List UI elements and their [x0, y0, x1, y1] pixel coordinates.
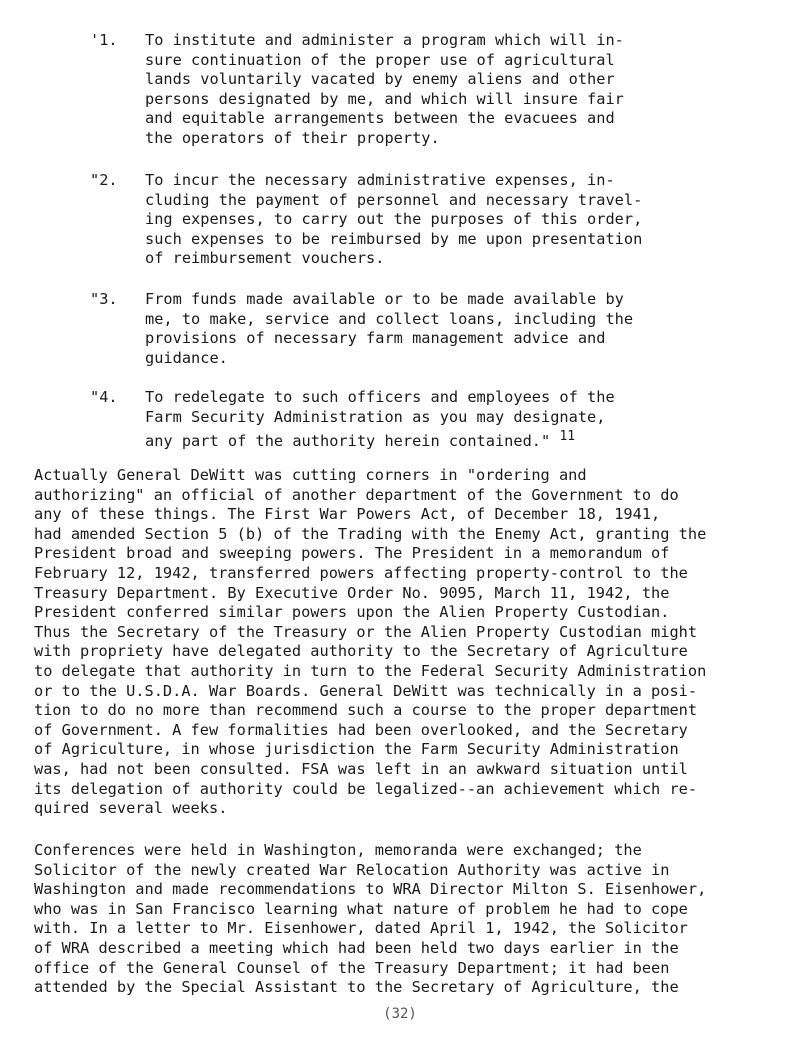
item-text: To redelegate to such officers and employees of the Farm Security Administration as you may designate, any part of the authority herein contained."	[145, 388, 615, 451]
numbered-item-1	[90, 31, 710, 149]
body-paragraph-1: Actually General DeWitt was cutting corners in "ordering and authorizing" an official of another department of the Government to do any of these things. The First War Powers Act, of December 18, 1941, had amended Section 5 (b) of the Trading with the Enemy Act, granting the President broad and sweeping powers. The President in a memorandum of February 12, 1942, transferred powers affecting property-control to the Treasury Department. By Executive Order No. 9095, March 11, 1942, the President conferred similar powers upon the Alien Property Custodian. Thus the Secretary of the Treasury or the Alien Property Custodian might with propriety have delegated authority to the Secretary of Agriculture to delegate that authority in turn to the Federal Security Administration or to the U.S.D.A. War Boards. General DeWitt was technically in a posi- tion to do no more than recommend such a course to the proper department of Government. A few formalities had been overlooked, and the Secretary of Agriculture, in whose jurisdiction the Farm Security Administration was, had not been consulted. FSA was left in an awkward situation until its delegation of authority could be legalized--an achievement which re- quired several weeks.	[34, 466, 707, 818]
item-text: From funds made available or to be made available by me, to make, service and collect loans, including the provisions of necessary farm management advice and guidance.	[145, 290, 634, 367]
numbered-item-4	[90, 388, 710, 452]
item-number: "3.	[90, 290, 118, 308]
footnote-reference: 11	[559, 429, 576, 445]
numbered-item-2	[90, 171, 710, 269]
item-number: "2.	[90, 171, 118, 189]
numbered-item-3	[90, 290, 710, 368]
body-paragraph-2: Conferences were held in Washington, memoranda were exchanged; the Solicitor of the newly created War Relocation Authority was active in Washington and made recommendations to WRA Director Milton S. Eisenhower, who was in San Francisco learning what nature of problem he had to cope with. In a letter to Mr. Eisenhower, dated April 1, 1942, the Solicitor of WRA described a meeting which had been held two days earlier in the office of the General Counsel of the Treasury Department; it had been attended by the Special Assistant to the Secretary of Agriculture, the	[34, 841, 707, 997]
item-text: To institute and administer a program which will in- sure continuation of the proper use of agricultural lands voluntarily vacated by enemy aliens and other persons designated by me, and which will insure fair and equitable arrangements between the evacuees and the operators of their property.	[145, 31, 624, 147]
item-text: To incur the necessary administrative expenses, in- cluding the payment of personnel and necessary travel- ing expenses, to carry out the purposes of this order, such expenses to be reimbursed by me upon presentation of reimbursement vouchers.	[145, 171, 643, 268]
item-text-container	[145, 388, 710, 452]
page-number: (32)	[383, 1006, 417, 1022]
item-number: '1.	[90, 31, 118, 49]
item-number: "4.	[90, 388, 118, 406]
